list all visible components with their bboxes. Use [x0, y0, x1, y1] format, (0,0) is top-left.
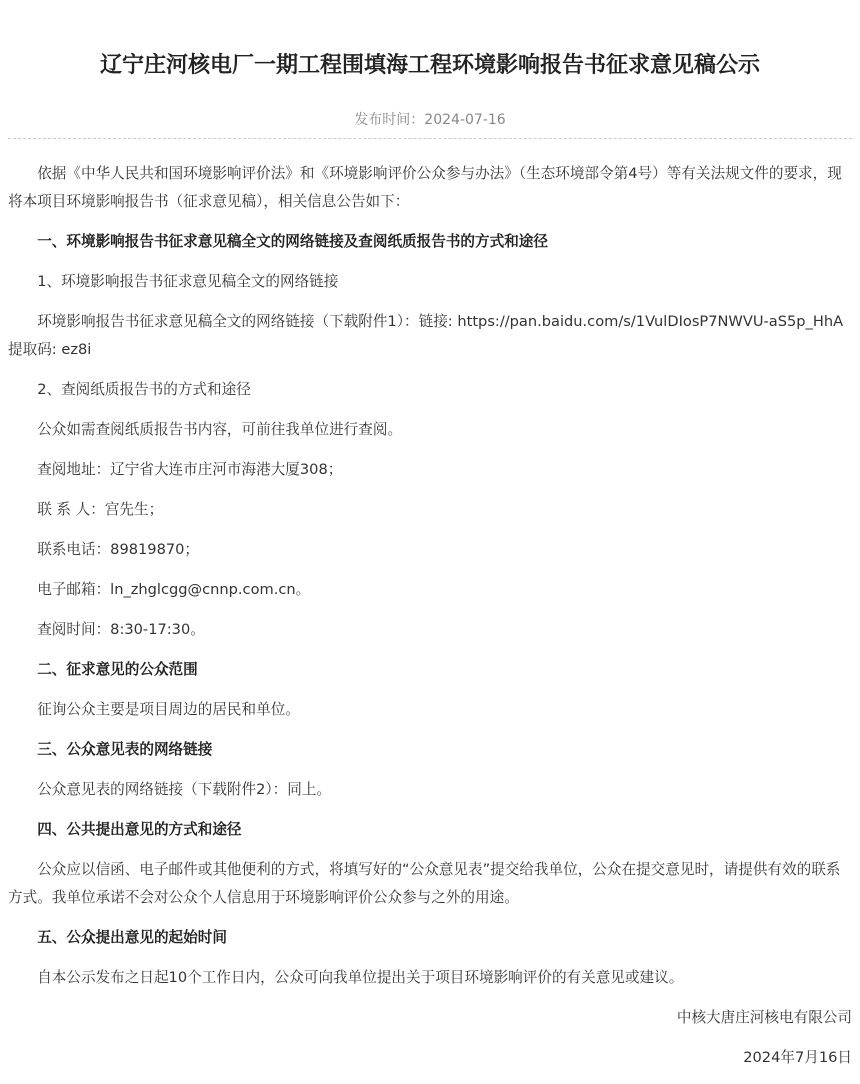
- signature-date: 2024年7月16日: [743, 1049, 852, 1066]
- subsection-2: 2、查阅纸质报告书的方式和途径: [37, 381, 251, 398]
- form-link-paragraph: 公众意见表的网络链接（下载附件2）：同上。: [37, 781, 332, 798]
- subsection-1: 1、环境影响报告书征求意见稿全文的网络链接: [37, 273, 339, 290]
- publish-date: 发布时间：2024-07-16: [354, 112, 506, 128]
- section-heading-2: 二、征求意见的公众范围: [37, 661, 198, 678]
- divider: [8, 138, 852, 139]
- section-heading-3: 三、公众意见表的网络链接: [37, 741, 213, 758]
- scope-paragraph: 征询公众主要是项目周边的居民和单位。: [37, 701, 300, 718]
- hours-line: 查阅时间：8:30-17:30。: [37, 621, 205, 638]
- download-link-paragraph[interactable]: 环境影响报告书征求意见稿全文的网络链接（下载附件1）：链接: https://pan.baidu.com/s/1VulDIosP7NWVU-aS5p_HhA 提取码: ez8i: [8, 313, 844, 358]
- address-line: 查阅地址：辽宁省大连市庄河市海港大厦308；: [37, 461, 343, 478]
- section-heading-1: 一、环境影响报告书征求意见稿全文的网络链接及查阅纸质报告书的方式和途径: [37, 233, 548, 250]
- intro-paragraph: 依据《中华人民共和国环境影响评价法》和《环境影响评价公众参与办法》（生态环境部令第4号）等有关法规文件的要求，现将本项目环境影响报告书（征求意见稿），相关信息公告如下：: [8, 165, 842, 210]
- phone-line: 联系电话：89819870；: [37, 541, 200, 558]
- article-body: [8, 160, 852, 1084]
- paper-access-paragraph: 公众如需查阅纸质报告书内容，可前往我单位进行查阅。: [37, 421, 403, 438]
- period-paragraph: 自本公示发布之日起10个工作日内，公众可向我单位提出关于项目环境影响评价的有关意见或建议。: [37, 969, 684, 986]
- page-title: 辽宁庄河核电厂一期工程围填海工程环境影响报告书征求意见稿公示: [99, 53, 760, 78]
- signature-organization: 中核大唐庄河核电有限公司: [676, 1009, 852, 1026]
- methods-paragraph: 公众应以信函、电子邮件或其他便利的方式，将填写好的“公众意见表”提交给我单位，公众在提交意见时，请提供有效的联系方式。我单位承诺不会对公众个人信息用于环境影响评价公众参与之外的用途。: [8, 861, 841, 906]
- section-heading-4: 四、公共提出意见的方式和途径: [37, 821, 242, 838]
- contact-person-line: 联 系 人：宫先生；: [37, 501, 164, 518]
- email-line: 电子邮箱：ln_zhglcgg@cnnp.com.cn。: [37, 581, 311, 598]
- section-heading-5: 五、公众提出意见的起始时间: [37, 929, 227, 946]
